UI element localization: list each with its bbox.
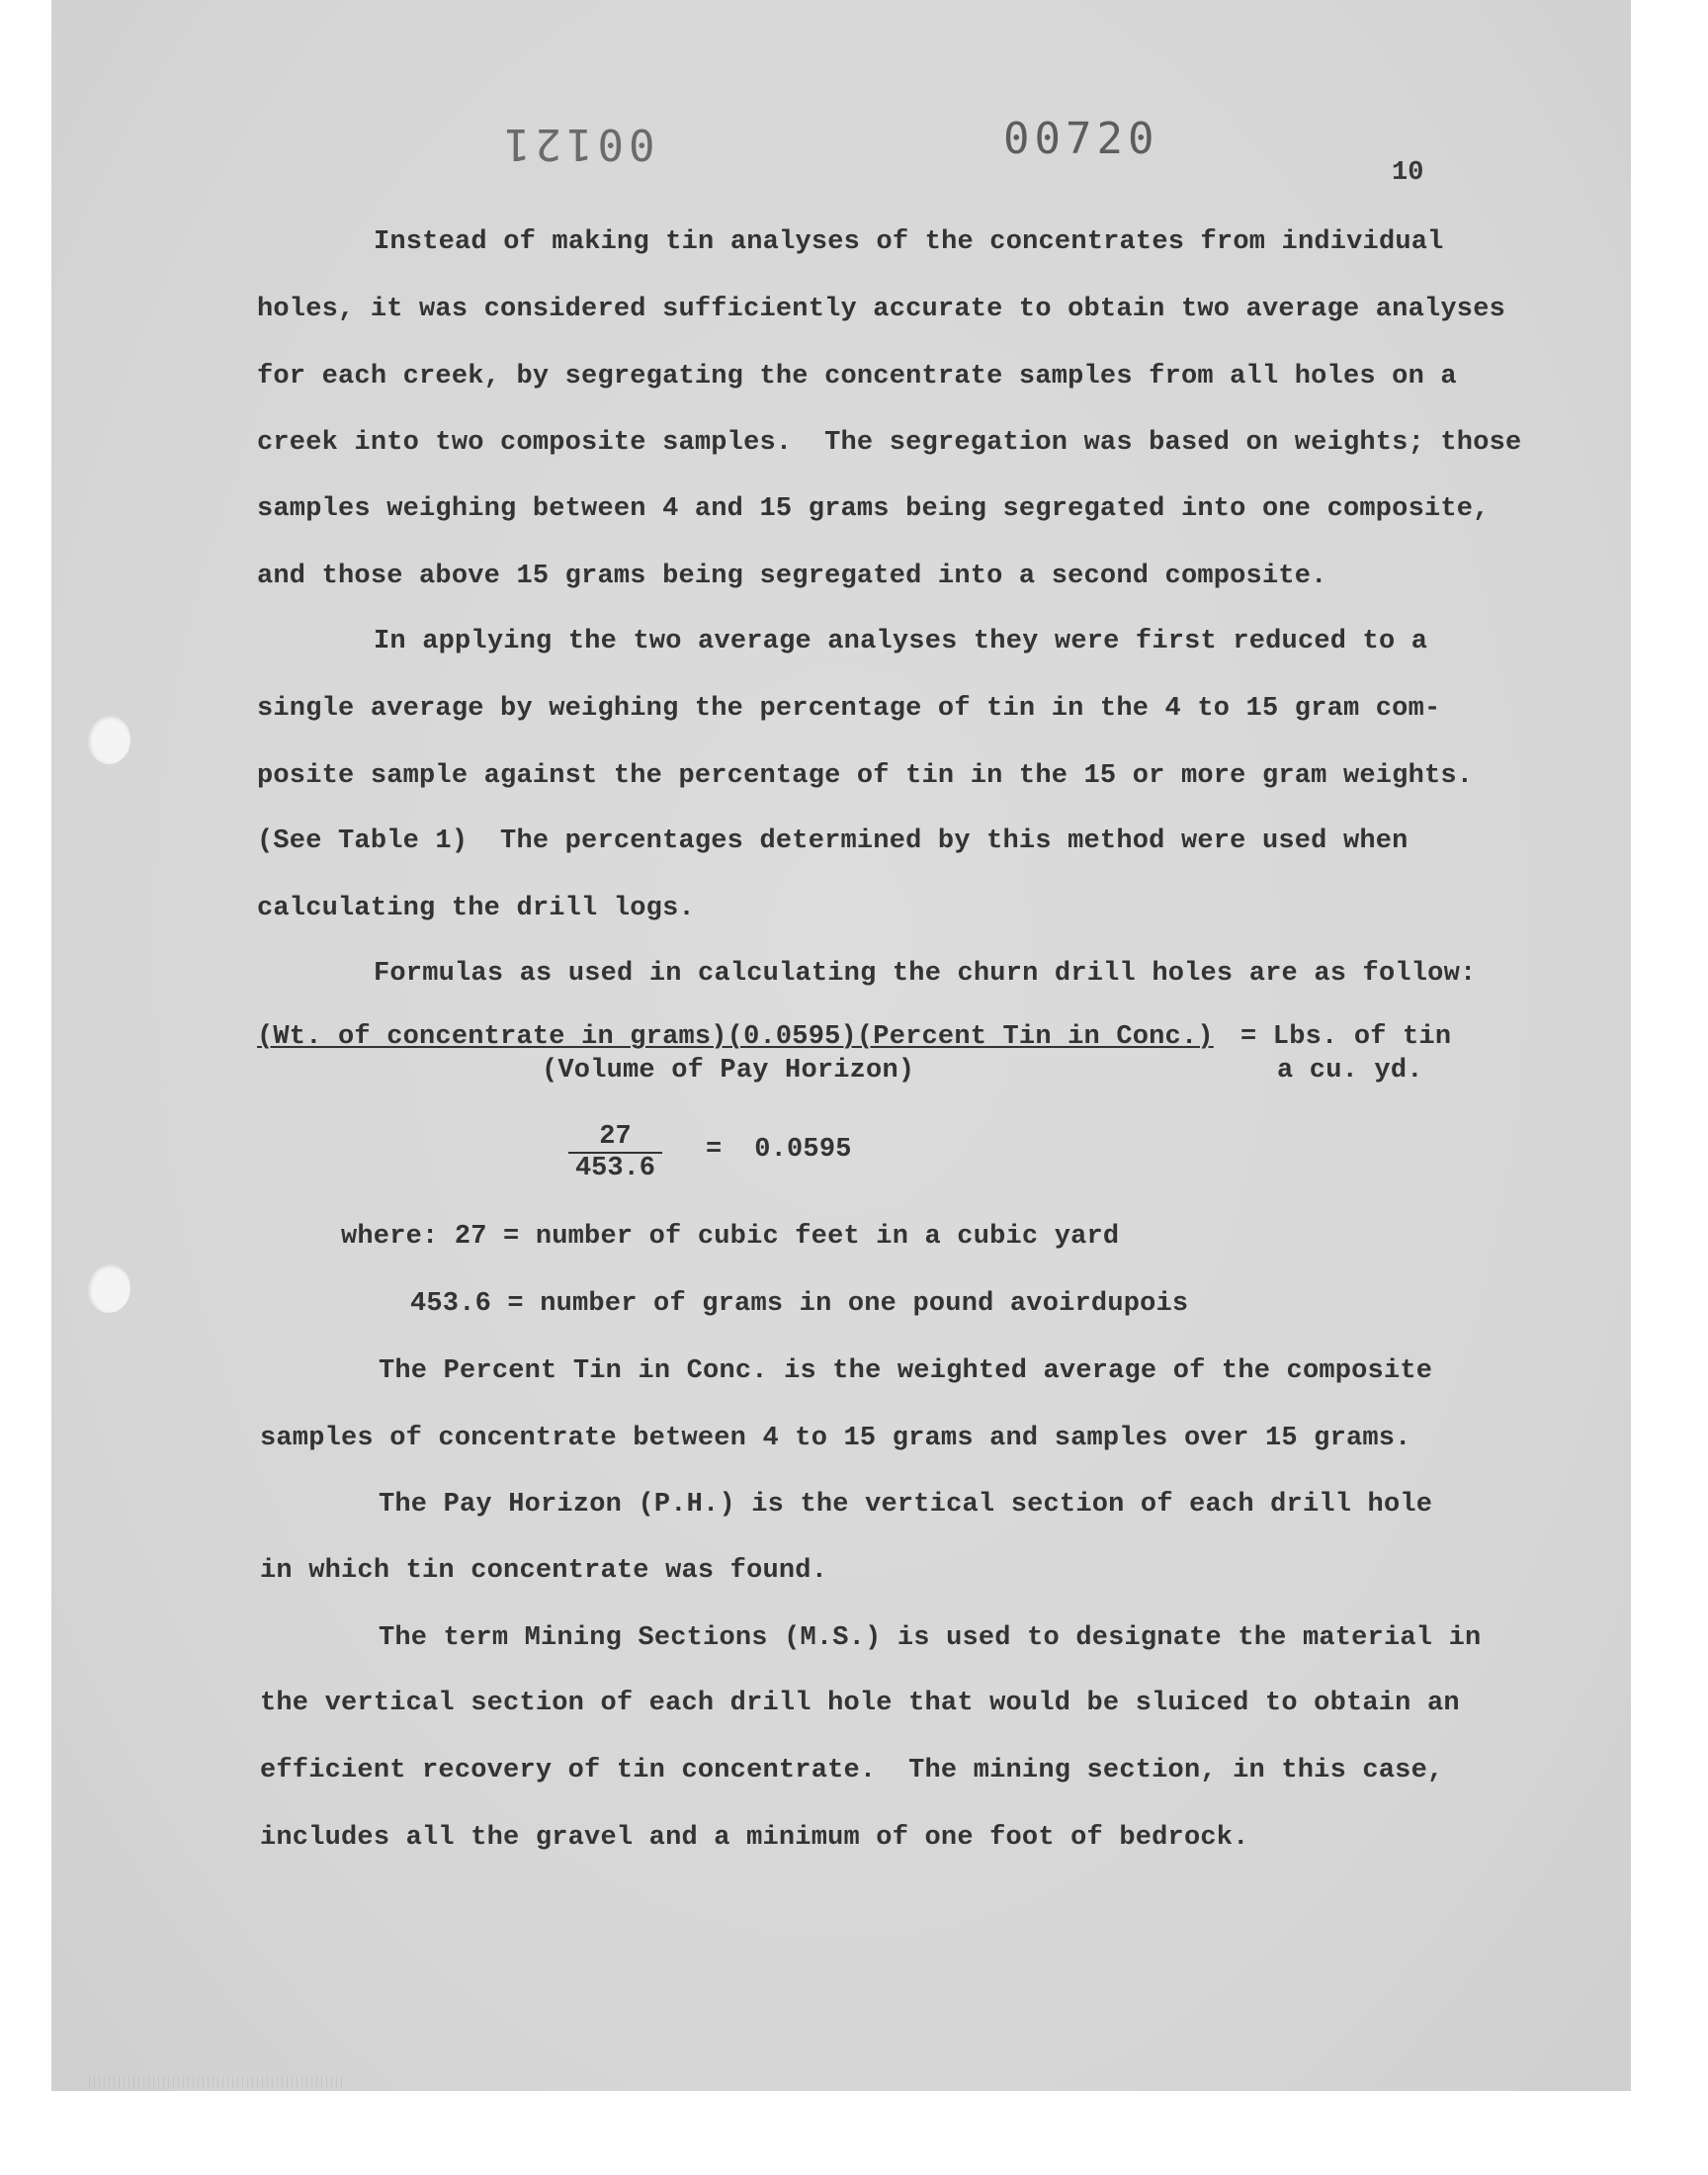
punch-hole-top — [87, 715, 130, 764]
scan-margin — [51, 2091, 1631, 2175]
paragraph-4-line: The Pay Horizon (P.H.) is the vertical section of each drill hole — [379, 1490, 1433, 1520]
definition-line: where: 27 = number of cubic feet in a cubic yard — [341, 1222, 1120, 1252]
paragraph-5-line: includes all the gravel and a minimum of one foot of bedrock. — [260, 1823, 1249, 1853]
paragraph-5-line: efficient recovery of tin concentrate. The mining section, in this case, — [260, 1756, 1444, 1785]
paragraph-2-line: single average by weighing the percentage of tin in the 4 to 15 gram com- — [257, 694, 1441, 724]
constant-denominator: 453.6 — [574, 1154, 655, 1183]
constant-result: = 0.0595 — [706, 1135, 852, 1165]
paragraph-1-line: samples weighing between 4 and 15 grams being segregated into one composite, — [257, 494, 1490, 524]
paragraph-1-line: for each creek, by segregating the concentrate samples from all holes on a — [257, 362, 1457, 392]
formula-result-unit: a cu. yd. — [1277, 1056, 1423, 1086]
paragraph-2-line: (See Table 1) The percentages determined by this method were used when — [257, 826, 1409, 856]
formula-intro: Formulas as used in calculating the churn drill holes are as follow: — [374, 959, 1477, 989]
formula-result: = Lbs. of tin — [1240, 1022, 1452, 1052]
constant-numerator: 27 — [568, 1122, 662, 1154]
paragraph-1-line: Instead of making tin analyses of the concentrates from individual — [374, 227, 1444, 257]
scan-edge-marks — [89, 2076, 346, 2088]
paragraph-4-line: in which tin concentrate was found. — [260, 1556, 828, 1586]
stamp-number-inverted: 00121 — [499, 119, 655, 169]
paragraph-5-line: the vertical section of each drill hole that would be sluiced to obtain an — [260, 1689, 1460, 1718]
formula-denominator: (Volume of Pay Horizon) — [542, 1056, 915, 1086]
paragraph-3-line: samples of concentrate between 4 to 15 grams and samples over 15 grams. — [260, 1424, 1411, 1453]
paragraph-1-line: holes, it was considered sufficiently accurate to obtain two average analyses — [257, 295, 1506, 324]
paragraph-3-line: The Percent Tin in Conc. is the weighted average of the composite — [379, 1356, 1433, 1386]
paragraph-1-line: and those above 15 grams being segregated into a second composite. — [257, 562, 1327, 591]
stamp-number: 00720 — [1003, 114, 1159, 164]
paragraph-2-line: posite sample against the percentage of tin in the 15 or more gram weights. — [257, 761, 1474, 791]
paragraph-1-line: creek into two composite samples. The segregation was based on weights; those — [257, 428, 1522, 458]
paragraph-2-line: calculating the drill logs. — [257, 894, 695, 923]
definition-line: 453.6 = number of grams in one pound avoirdupois — [410, 1289, 1189, 1319]
constant-fraction — [568, 1122, 662, 1183]
formula-numerator: (Wt. of concentrate in grams)(0.0595)(Percent Tin in Conc.) — [257, 1022, 1214, 1052]
punch-hole-bottom — [87, 1263, 130, 1313]
paragraph-5-line: The term Mining Sections (M.S.) is used to designate the material in — [379, 1623, 1482, 1653]
paragraph-2-line: In applying the two average analyses they were first reduced to a — [374, 627, 1428, 656]
page-number: 10 — [1392, 158, 1424, 188]
